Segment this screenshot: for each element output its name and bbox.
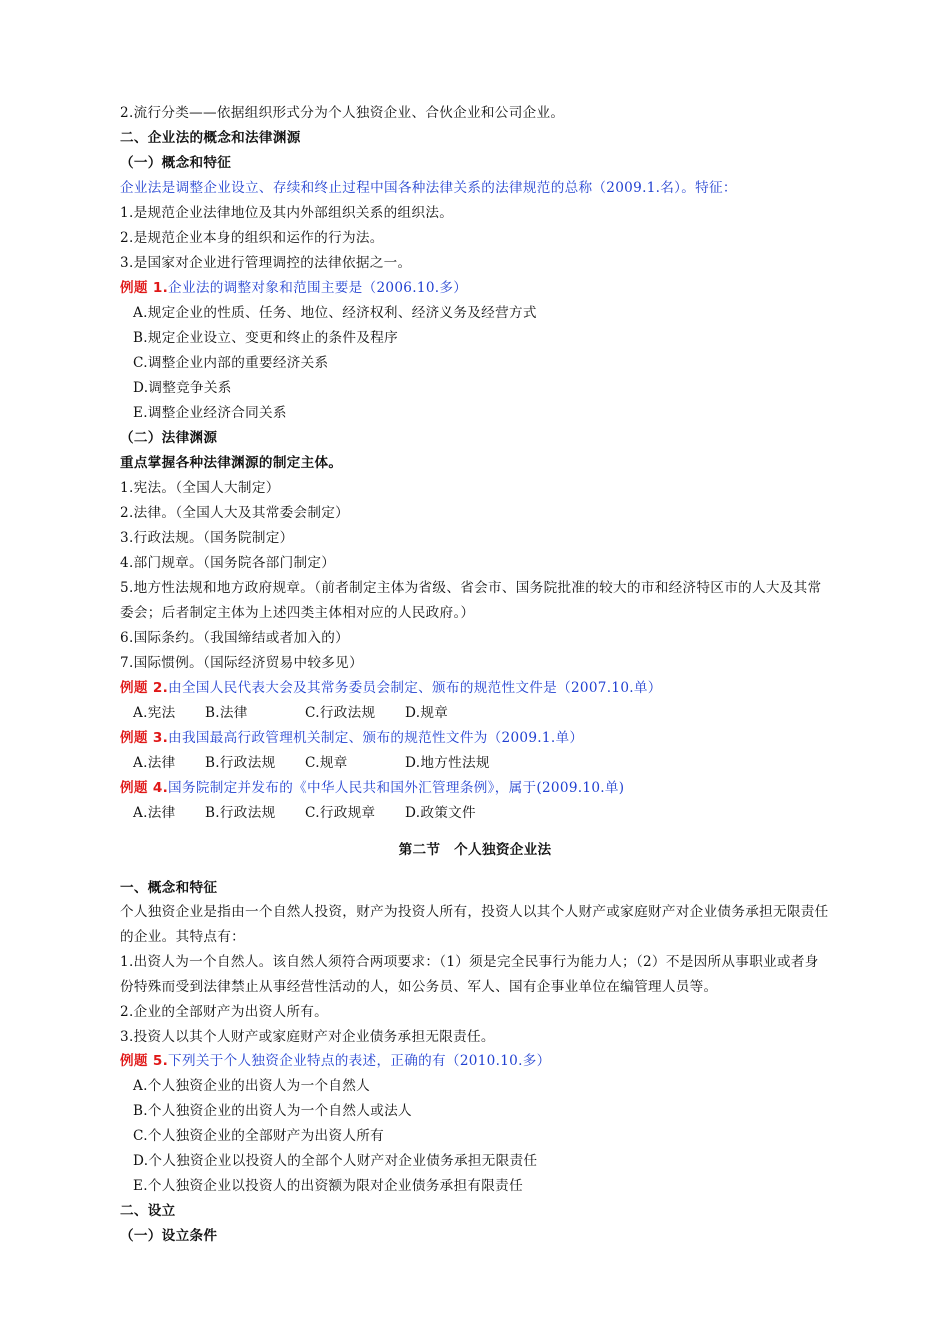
list-item-continuation: 份特殊而受到法律禁止从事经营性活动的人，如公务员、军人、国有企事业单位在编管理人员等。 xyxy=(120,979,718,995)
chapter-section-title: 第二节 个人独资企业法 xyxy=(398,842,552,858)
answer-option: C.行政规章 xyxy=(305,805,376,821)
list-item: 1.出资人为一个自然人。该自然人须符合两项要求：（1）须是完全民事行为能力人；（2）不是因所从事职业或者身 xyxy=(120,954,819,970)
key-point: 重点掌握各种法律渊源的制定主体。 xyxy=(120,455,343,471)
answer-option: C.个人独资企业的全部财产为出资人所有 xyxy=(133,1128,385,1144)
list-item-continuation: 委会；后者制定主体为上述四类主体相对应的人民政府。） xyxy=(120,605,475,621)
question-text: 下列关于个人独资企业特点的表述，正确的有（2010.10.多） xyxy=(168,1053,551,1069)
answer-option: B.行政法规 xyxy=(205,805,276,821)
example-question xyxy=(120,779,624,797)
section-heading: 一、概念和特征 xyxy=(120,880,218,896)
answer-option: A.规定企业的性质、任务、地位、经济权利、经济义务及经营方式 xyxy=(133,305,537,321)
example-tag: 例题 2. xyxy=(120,680,169,696)
answer-options-row xyxy=(133,754,490,772)
question-text: 由我国最高行政管理机关制定、颁布的规范性文件为（2009.1.单） xyxy=(168,730,584,746)
list-item: 2.企业的全部财产为出资人所有。 xyxy=(120,1004,329,1020)
list-item: 1.宪法。（全国人大制定） xyxy=(120,480,280,496)
example-question xyxy=(120,679,662,697)
list-item: 6.国际条约。（我国缔结或者加入的） xyxy=(120,630,350,646)
answer-option: D.调整竞争关系 xyxy=(133,380,232,396)
section-heading: 二、设立 xyxy=(120,1203,176,1219)
answer-option: B.法律 xyxy=(205,705,248,721)
paragraph: 个人独资企业是指由一个自然人投资，财产为投资人所有，投资人以其个人财产或家庭财产对企业债务承担无限责任 xyxy=(120,904,829,920)
paragraph-continuation: 的企业。其特点有： xyxy=(120,929,246,945)
subsection-heading: （二）法律渊源 xyxy=(120,430,218,446)
definition-paragraph: 企业法是调整企业设立、存续和终止过程中国各种法律关系的法律规范的总称（2009.1.名）。特征： xyxy=(120,180,737,196)
section-heading: 二、企业法的概念和法律渊源 xyxy=(120,130,301,146)
answer-option: C.规章 xyxy=(305,755,348,771)
answer-option: C.调整企业内部的重要经济关系 xyxy=(133,355,329,371)
list-item: 2.法律。（全国人大及其常委会制定） xyxy=(120,505,350,521)
list-item: 7.国际惯例。（国际经济贸易中较多见） xyxy=(120,655,363,671)
example-question xyxy=(120,1052,551,1070)
example-tag: 例题 3. xyxy=(120,730,169,746)
answer-option: A.宪法 xyxy=(133,705,176,721)
answer-option: D.政策文件 xyxy=(405,805,476,821)
example-tag: 例题 1. xyxy=(120,280,169,296)
list-item: 5.地方性法规和地方政府规章。（前者制定主体为省级、省会市、国务院批准的较大的市和经济特区市的人大及其常 xyxy=(120,580,822,596)
answer-option: A.个人独资企业的出资人为一个自然人 xyxy=(133,1078,371,1094)
answer-option: E.调整企业经济合同关系 xyxy=(133,405,287,421)
example-question xyxy=(120,729,583,747)
answer-option: B.行政法规 xyxy=(205,755,276,771)
answer-option: D.规章 xyxy=(405,705,449,721)
paragraph: 2.流行分类——依据组织形式分为个人独资企业、合伙企业和公司企业。 xyxy=(120,105,565,121)
answer-options-row xyxy=(133,804,476,822)
answer-option: B.规定企业设立、变更和终止的条件及程序 xyxy=(133,330,398,346)
answer-option: A.法律 xyxy=(133,805,176,821)
answer-option: E.个人独资企业以投资人的出资额为限对企业债务承担有限责任 xyxy=(133,1178,523,1194)
example-tag: 例题 4. xyxy=(120,780,169,796)
example-tag: 例题 5. xyxy=(120,1053,169,1069)
subsection-heading: （一）概念和特征 xyxy=(120,155,232,171)
question-text: 国务院制定并发布的《中华人民共和国外汇管理条例》，属于(2009.10.单) xyxy=(168,780,625,796)
question-text: 由全国人民代表大会及其常务委员会制定、颁布的规范性文件是（2007.10.单） xyxy=(168,680,662,696)
list-item: 3.行政法规。（国务院制定） xyxy=(120,530,294,546)
list-item: 4.部门规章。（国务院各部门制定） xyxy=(120,555,336,571)
answer-option: D.地方性法规 xyxy=(405,755,490,771)
answer-options-row xyxy=(133,704,448,722)
question-text: 企业法的调整对象和范围主要是（2006.10.多） xyxy=(168,280,468,296)
answer-option: A.法律 xyxy=(133,755,176,771)
list-item: 3.投资人以其个人财产或家庭财产对企业债务承担无限责任。 xyxy=(120,1029,495,1045)
answer-option: D.个人独资企业以投资人的全部个人财产对企业债务承担无限责任 xyxy=(133,1153,538,1169)
answer-option: C.行政法规 xyxy=(305,705,376,721)
subsection-heading: （一）设立条件 xyxy=(120,1228,218,1244)
list-item: 1.是规范企业法律地位及其内外部组织关系的组织法。 xyxy=(120,205,454,221)
example-question xyxy=(120,279,467,297)
list-item: 3.是国家对企业进行管理调控的法律依据之一。 xyxy=(120,255,412,271)
answer-option: B.个人独资企业的出资人为一个自然人或法人 xyxy=(133,1103,412,1119)
list-item: 2.是规范企业本身的组织和运作的行为法。 xyxy=(120,230,384,246)
